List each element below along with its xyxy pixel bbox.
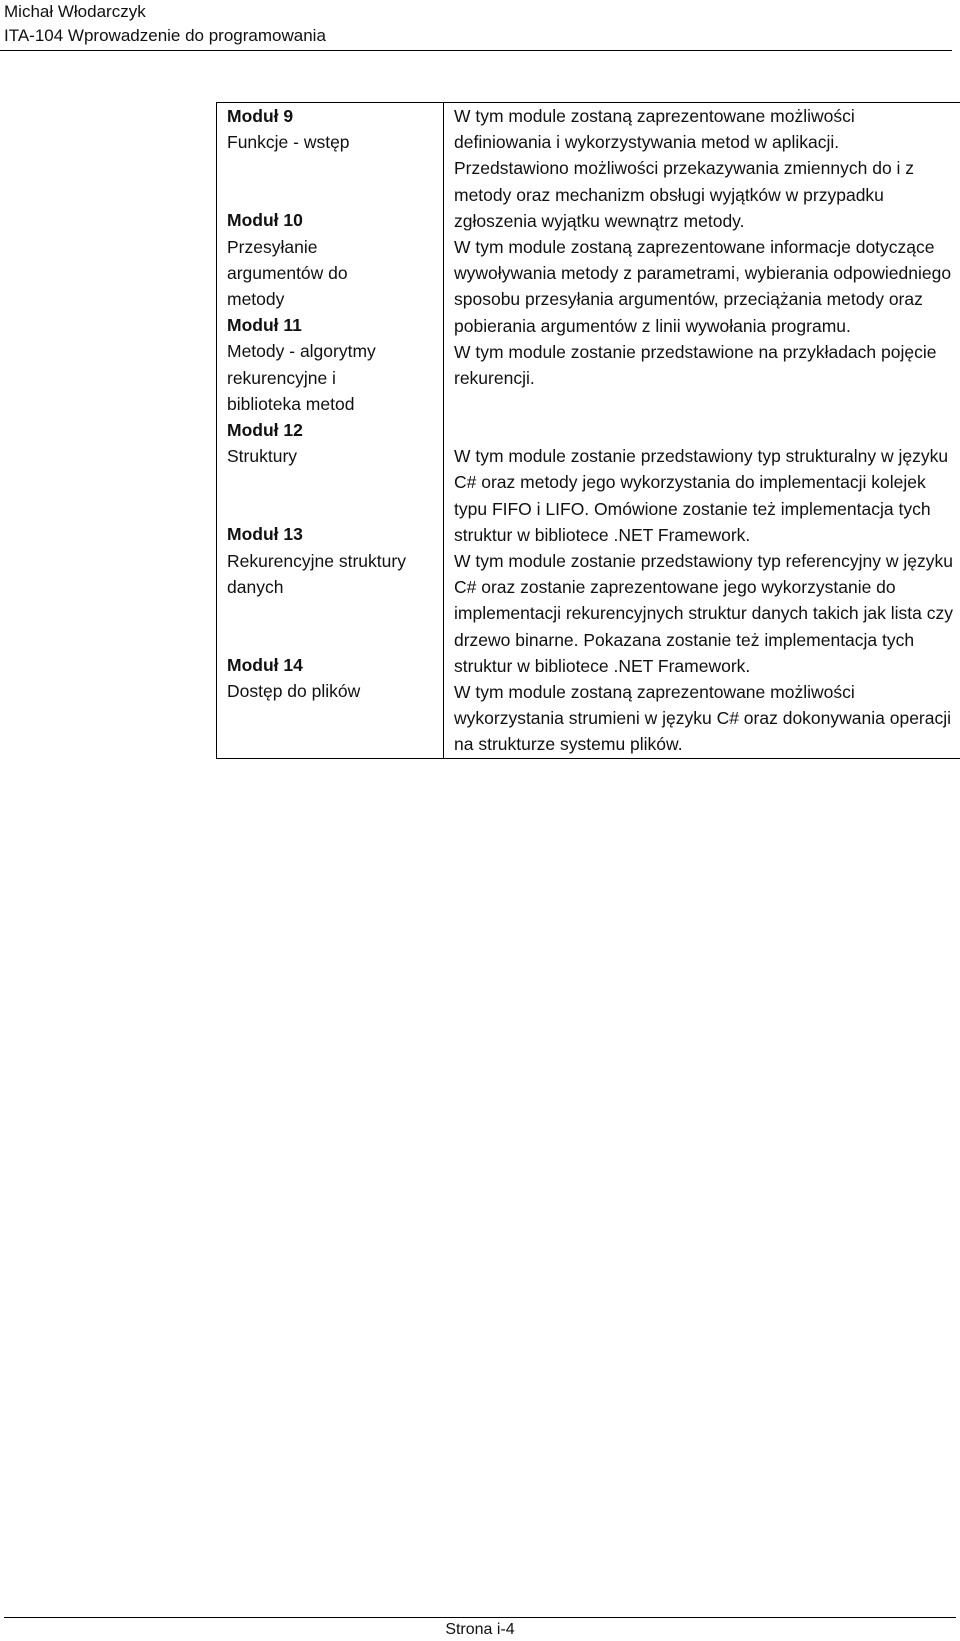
header-author: Michał Włodarczyk bbox=[4, 2, 146, 21]
module-title: Moduł 9 bbox=[227, 106, 294, 126]
module-title: Moduł 10 bbox=[227, 210, 303, 231]
module-12 bbox=[227, 417, 433, 469]
header-divider bbox=[0, 50, 952, 51]
module-subtitle: Dostęp do plików bbox=[227, 681, 361, 702]
description-module-9: W tym module zostaną zaprezentowane możliwości definiowania i wykorzystywania metod w aplikacji. Przedstawiono możliwości przekazywania zmiennych do i z metody oraz mechanizm obsługi wyjątków w przypadku zgłoszenia wyjątku wewnątrz metody. bbox=[454, 106, 915, 231]
module-subtitle: Funkcje - wstęp bbox=[227, 132, 350, 153]
module-subtitle: Struktury bbox=[227, 446, 298, 467]
descriptions-cell bbox=[444, 103, 960, 759]
header-course: ITA-104 Wprowadzenie do programowania bbox=[4, 26, 326, 45]
module-13 bbox=[227, 521, 433, 600]
page-header bbox=[4, 0, 956, 48]
module-11 bbox=[227, 312, 433, 417]
description-module-13: W tym module zostanie przedstawiony typ referencyjny w języku C# oraz zostanie zaprezentowane jego wykorzystanie do implementacji rekurencyjnych struktur danych takich jak lista czy drzewo binarne. Pokazana zostanie też implementacja tych struktur w bibliotece .NET Framework. bbox=[454, 551, 953, 676]
description-module-12: W tym module zostanie przedstawiony typ strukturalny w języku C# oraz metody jego wykorzystania do implementacji kolejek typu FIFO i LIFO. Omówione zostanie też implementacja tych struktur w bibliotece .NET Framework. bbox=[454, 446, 949, 545]
module-14 bbox=[227, 652, 433, 724]
module-9 bbox=[227, 103, 433, 155]
modules-list-cell bbox=[217, 103, 444, 759]
footer-divider bbox=[4, 1617, 956, 1618]
page-number: Strona i-4 bbox=[445, 1621, 515, 1638]
description-module-10: W tym module zostaną zaprezentowane informacje dotyczące wywoływania metody z parametrami, wybierania odpowiedniego sposobu przesyłania argumentów, przeciążania metody oraz pobierania argumentów z linii wywołania programu. bbox=[454, 237, 952, 336]
table-row bbox=[217, 103, 960, 759]
modules-table bbox=[216, 102, 960, 759]
module-subtitle: Przesyłanie argumentów do metody bbox=[227, 236, 348, 310]
module-10 bbox=[227, 207, 433, 312]
module-title: Moduł 12 bbox=[227, 420, 303, 441]
module-subtitle: Metody - algorytmy rekurencyjne i biblioteka metod bbox=[227, 341, 376, 414]
module-title: Moduł 11 bbox=[227, 315, 302, 336]
module-title: Moduł 14 bbox=[227, 655, 303, 676]
module-subtitle: Rekurencyjne struktury danych bbox=[227, 550, 406, 597]
description-module-14: W tym module zostaną zaprezentowane możliwości wykorzystania strumieni w języku C# oraz dokonywania operacji na strukturze systemu plików. bbox=[454, 682, 952, 755]
description-module-11: W tym module zostanie przedstawione na przykładach pojęcie rekurencji. bbox=[454, 341, 937, 389]
module-title: Moduł 13 bbox=[227, 524, 303, 545]
